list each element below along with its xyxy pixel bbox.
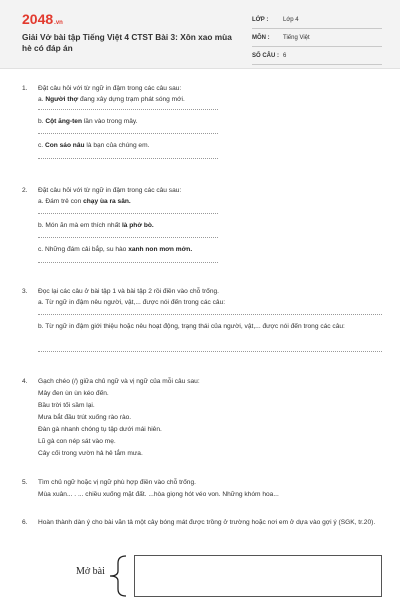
question-prompt: Đọc lại các câu ở bài tập 1 và bài tập 2 rồi điền vào chỗ trống. [38,288,219,295]
bold-term: Con sáo nâu [44,142,85,149]
meta-label: SỐ CÂU : [252,53,279,59]
answer-line[interactable] [38,158,218,159]
q2-item-a: a. Đám trẻ con chạy ùa ra sân. [38,198,131,205]
answer-line[interactable] [38,133,218,134]
sentence-line[interactable]: Lũ gà con nép sát vào mẹ. [38,438,116,445]
bold-term: Cột ăng-ten [45,118,82,125]
sentence-line[interactable]: Đàn gà nhanh chóng tụ tập dưới mái hiên. [38,426,162,433]
page-title: Giải Vở bài tập Tiếng Việt 4 CTST Bài 3: Xôn xao mùa hè có đáp án [22,32,232,53]
answer-line[interactable] [38,213,218,214]
sentence-line[interactable]: Cây cối trong vườn hả hê tắm mưa. [38,450,143,457]
logo-sub: .vn [54,20,63,26]
question-prompt: Hoàn thành dàn ý cho bài văn tả một cây bóng mát được trồng ở trường hoặc nơi em ở dựa vào gợi ý (SGK, tr.20). [38,519,376,526]
meta-value: Lớp 4 [283,17,299,23]
question-number: 3. [22,288,28,295]
answer-line[interactable] [38,262,218,263]
meta-label: MÔN : [252,35,270,41]
meta-row-subject [252,32,382,47]
question-prompt: Tìm chủ ngữ hoặc vị ngữ phù hợp điền vào chỗ trống. [38,479,196,486]
q3-item-a: a. Từ ngữ in đậm nêu người, vật,... được nói đến trong các câu: [38,299,226,306]
bold-term: Người thợ [45,96,79,103]
curly-brace-icon [104,555,130,597]
bold-term: là phở bò. [121,222,154,229]
outline-label: Mở bài [76,566,105,577]
meta-value: 6 [283,53,287,59]
answer-line[interactable] [38,351,382,352]
q1-item-a: a. Người thợ đang xây dựng trạm phát sóng mới. [38,96,185,103]
q3-item-b: b. Từ ngữ in đậm giới thiệu hoặc nêu hoạt động, trạng thái của người, vật,... được nói đến trong các câu: [38,323,345,330]
q1-item-b: b. Cột ăng-ten lần vào trong mây. [38,118,138,125]
outline-answer-box[interactable] [134,555,382,597]
question-number: 5. [22,479,28,486]
q1-item-c: c. Con sáo nâu là bạn của chúng em. [38,142,150,149]
q2-item-b: b. Món ăn mà em thích nhất là phở bò. [38,222,154,229]
bold-term: xanh non mơn mởn. [128,246,193,253]
question-number: 1. [22,85,28,92]
question-number: 6. [22,519,28,526]
question-number: 2. [22,187,28,194]
sentence-line[interactable]: Bầu trời tối sầm lại. [38,402,95,409]
meta-value: Tiếng Việt [283,35,310,41]
meta-row-class [252,14,382,29]
sentence-line[interactable]: Mưa bắt đầu trút xuống rào rào. [38,414,132,421]
site-logo[interactable] [22,11,63,27]
meta-label: LỚP : [252,17,269,23]
meta-row-count [252,50,382,65]
sentence-line[interactable]: Mây đen ùn ùn kéo đến. [38,390,109,397]
question-number: 4. [22,378,28,385]
q5-fill-line[interactable]: Mùa xuân... . ... chiều xuống mặt đất. ...hòa giọng hót véo von. Những khóm hoa... [38,491,279,498]
q2-item-c: c. Những đám cải bắp, su hào xanh non mơn mởn. [38,246,193,253]
sentence-list [38,388,162,460]
logo-main: 2048 [22,11,54,27]
question-prompt: Gạch chéo (/) giữa chủ ngữ và vị ngữ của mỗi câu sau: [38,378,200,385]
answer-line[interactable] [38,314,382,315]
answer-line[interactable] [38,109,218,110]
bold-term: chạy ùa ra sân. [83,198,131,205]
worksheet-header [0,0,400,69]
question-prompt: Đặt câu hỏi với từ ngữ in đậm trong các câu sau: [38,187,182,194]
answer-line[interactable] [38,237,218,238]
question-prompt: Đặt câu hỏi với từ ngữ in đậm trong các câu sau: [38,85,182,92]
meta-info [252,14,382,68]
